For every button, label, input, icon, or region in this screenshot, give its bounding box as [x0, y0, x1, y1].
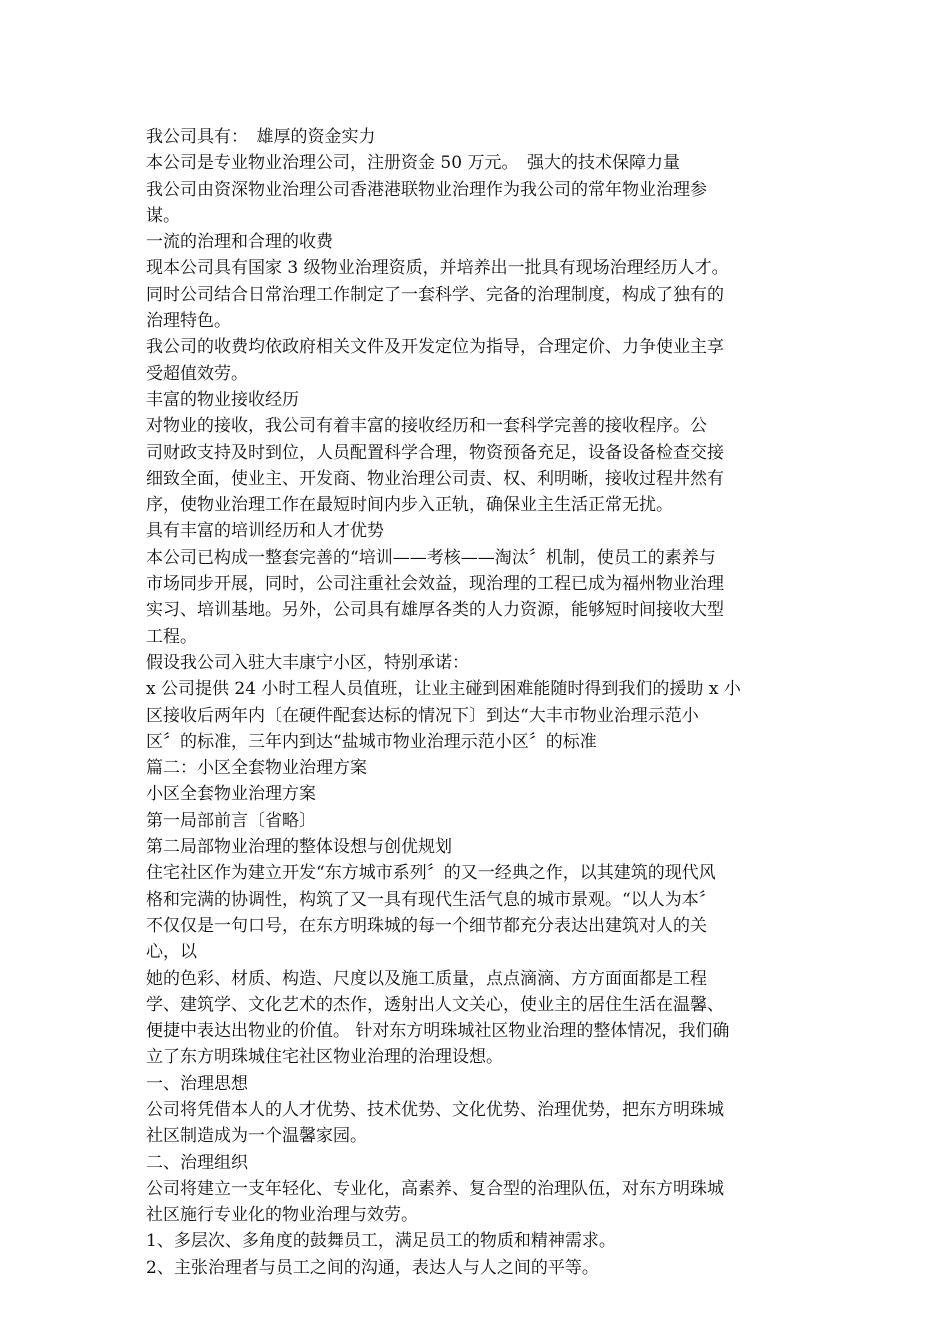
section-heading: 一流的治理和合理的收费: [146, 232, 333, 253]
text-line: 我公司的收费均依政府相关文件及开发定位为指导，合理定价、力争使业主享: [146, 337, 724, 358]
document-title: 小区全套物业治理方案: [146, 784, 316, 805]
section-heading: 第二局部物业治理的整体设想与创优规划: [146, 837, 452, 858]
text-line: 细致全面，使业主、开发商、物业治理公司责、权、利明晰，接收过程井然有: [146, 468, 724, 489]
text-line: 对物业的接收，我公司有着丰富的接收经历和一套科学完善的接收程序。公: [146, 416, 707, 437]
text-line: 我公司具有： 雄厚的资金实力: [146, 127, 376, 147]
chapter-heading: 篇二：小区全套物业治理方案: [146, 758, 367, 779]
text-line: 谋。: [146, 205, 180, 226]
text-line: 我公司由资深物业治理公司香港港联物业治理作为我公司的常年物业治理参: [146, 179, 707, 200]
text-line: 公司将建立一支年轻化、专业化，高素养、复合型的治理队伍，对东方明珠城: [146, 1178, 724, 1199]
text-line: 假设我公司入驻大丰康宁小区，特别承诺：: [146, 652, 469, 673]
text-line: 市场同步开展，同时，公司注重社会效益，现治理的工程已成为福州物业治理: [146, 574, 724, 595]
text-line: 住宅社区作为建立开发“东方城市系列〞的又一经典之作，以其建筑的现代风: [146, 863, 716, 884]
text-line: 序，使物业治理工作在最短时间内步入正轨，确保业主生活正常无扰。: [146, 495, 673, 516]
section-heading: 具有丰富的培训经历和人才优势: [146, 521, 384, 542]
text-line: 同时公司结合日常治理工作制定了一套科学、完备的治理制度，构成了独有的: [146, 284, 724, 305]
text-line: 区接收后两年内〔在硬件配套达标的情况下〕到达“大丰市物业治理示范小: [146, 705, 699, 726]
text-line: 社区施行专业化的物业治理与效劳。: [146, 1205, 418, 1226]
text-line: 司财政支持及时到位，人员配置科学合理，物资预备充足，设备设备检查交接: [146, 442, 724, 463]
text-line: 不仅仅是一句口号，在东方明珠城的每一个细节都充分表达出建筑对人的关: [146, 915, 707, 936]
text-line: 她的色彩、材质、构造、尺度以及施工质量，点点滴滴、方方面面都是工程: [146, 968, 707, 989]
text-line: 现本公司具有国家 3 级物业治理资质，并培养出一批具有现场治理经历人才。: [146, 258, 729, 279]
text-line: 区〞的标准，三年内到达“盐城市物业治理示范小区〞的标准: [146, 731, 597, 752]
list-item: 1、多层次、多角度的鼓舞员工，满足员工的物质和精神需求。: [146, 1231, 616, 1252]
text-line: 格和完满的协调性，构筑了又一具有现代生活气息的城市景观。“以人为本〞: [146, 889, 716, 910]
text-line: 公司将凭借本人的人才优势、技术优势、文化优势、治理优势，把东方明珠城: [146, 1099, 724, 1120]
text-line: 社区制造成为一个温馨家园。: [146, 1126, 367, 1147]
text-line: 立了东方明珠城住宅社区物业治理的治理设想。: [146, 1047, 503, 1068]
list-item: 2、主张治理者与员工之间的沟通，表达人与人之间的平等。: [146, 1257, 599, 1278]
section-heading: 第一局部前言〔省略〕: [146, 810, 316, 831]
text-line: 心，以: [146, 942, 197, 963]
section-heading: 二、治理组织: [146, 1152, 248, 1173]
section-heading: 一、治理思想: [146, 1073, 248, 1094]
text-line: 学、建筑学、文化艺术的杰作，透射出人文关心，使业主的居住生活在温馨、: [146, 994, 724, 1015]
text-line: 本公司已构成一整套完善的“培训——考核——淘汰〞机制，使员工的素养与: [146, 547, 716, 568]
text-line: 实习、培训基地。另外，公司具有雄厚各类的人力资源，能够短时间接收大型: [146, 600, 724, 621]
section-heading: 丰富的物业接收经历: [146, 389, 299, 410]
text-line: 本公司是专业物业治理公司，注册资金 50 万元。 强大的技术保障力量: [146, 153, 680, 174]
text-line: 受超值效劳。: [146, 363, 248, 384]
text-line: x 公司提供 24 小时工程人员值班，让业主碰到困难能随时得到我们的援助 x 小: [146, 679, 741, 700]
text-line: 治理特色。: [146, 311, 231, 332]
text-line: 便捷中表达出物业的价值。 针对东方明珠城社区物业治理的整体情况，我们确: [146, 1021, 730, 1042]
document-body: [146, 124, 806, 1281]
text-line: 工程。: [146, 626, 197, 647]
